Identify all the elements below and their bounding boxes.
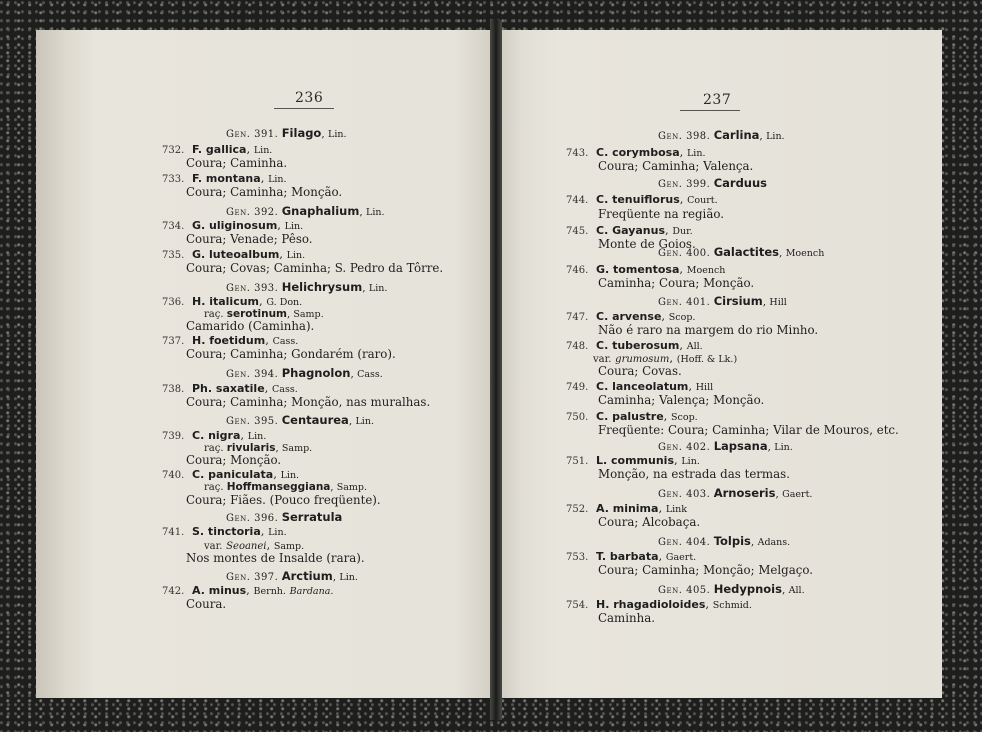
locality-line: Coura; Alcobaça. xyxy=(598,515,701,529)
locality-line: Coura; Caminha. xyxy=(186,156,288,170)
locality-line: Freqüente na região. xyxy=(598,207,725,221)
left-page xyxy=(36,30,494,698)
locality-line: Coura; Covas. xyxy=(598,364,682,378)
genus-heading: Gen. 404. Tolpis, Adans. xyxy=(658,534,791,548)
genus-heading: Gen. 399. Carduus xyxy=(658,176,768,190)
page-number: 237 xyxy=(703,92,732,108)
species-entry: 734. G. uliginosum, Lin. xyxy=(162,218,304,232)
genus-heading: Gen. 400. Galactites, Moench xyxy=(658,245,825,259)
locality-line: Monte de Goios. xyxy=(598,237,696,251)
page-number-rule xyxy=(680,110,740,111)
subspecies-line: raç. serotinum, Samp. xyxy=(204,308,324,320)
locality-line: Coura. xyxy=(186,597,227,611)
genus-heading: Gen. 394. Phagnolon, Cass. xyxy=(226,366,383,380)
locality-line: Freqüente: Coura; Caminha; Vilar de Mouros, etc. xyxy=(598,423,899,437)
species-entry: 739. C. nigra, Lin. xyxy=(162,428,267,442)
locality-line: Coura; Fiães. (Pouco freqüente). xyxy=(186,493,381,507)
species-entry: 747. C. arvense, Scop. xyxy=(566,309,696,323)
species-entry: 753. T. barbata, Gaert. xyxy=(566,549,697,563)
locality-line: Monção, na estrada das termas. xyxy=(598,467,790,481)
genus-heading: Gen. 405. Hedypnois, All. xyxy=(658,582,805,596)
page-number: 236 xyxy=(295,90,324,106)
genus-heading: Gen. 402. Lapsana, Lin. xyxy=(658,439,793,453)
species-entry: 748. C. tuberosum, All. xyxy=(566,338,703,352)
locality-line: Coura; Monção. xyxy=(186,453,282,467)
book-gutter xyxy=(490,20,502,720)
species-entry: 746. G. tomentosa, Moench xyxy=(566,262,726,276)
genus-heading: Gen. 397. Arctium, Lin. xyxy=(226,569,358,583)
locality-line: Coura; Caminha; Monção, nas muralhas. xyxy=(186,395,431,409)
species-entry: 752. A. minima, Link xyxy=(566,501,688,515)
variety-line: var. Seoanei, Samp. xyxy=(204,538,305,552)
locality-line: Caminha; Coura; Monção. xyxy=(598,276,755,290)
species-entry: 737. H. foetidum, Cass. xyxy=(162,333,299,347)
locality-line: Coura; Caminha; Valença. xyxy=(598,159,754,173)
species-entry: 738. Ph. saxatile, Cass. xyxy=(162,381,298,395)
species-entry: 735. G. luteoalbum, Lin. xyxy=(162,247,306,261)
species-entry: 732. F. gallica, Lin. xyxy=(162,142,273,156)
locality-line: Coura; Caminha; Monção; Melgaço. xyxy=(598,563,814,577)
species-entry: 733. F. montana, Lin. xyxy=(162,171,287,185)
genus-heading: Gen. 393. Helichrysum, Lin. xyxy=(226,280,388,294)
species-entry: 740. C. paniculata, Lin. xyxy=(162,467,300,481)
species-entry: 742. A. minus, Bernh. Bardana. xyxy=(162,583,334,597)
locality-line: Camarido (Caminha). xyxy=(186,319,315,333)
locality-line: Coura; Venade; Pêso. xyxy=(186,232,313,246)
genus-heading: Gen. 395. Centaurea, Lin. xyxy=(226,413,374,427)
locality-line: Caminha; Valença; Monção. xyxy=(598,393,765,407)
species-entry: 736. H. italicum, G. Don. xyxy=(162,294,303,308)
genus-heading: Gen. 391. Filago, Lin. xyxy=(226,126,347,140)
page-number-rule xyxy=(274,108,334,109)
genus-heading: Gen. 398. Carlina, Lin. xyxy=(658,128,785,142)
species-entry: 743. C. corymbosa, Lin. xyxy=(566,145,706,159)
species-entry: 744. C. tenuiflorus, Court. xyxy=(566,192,718,206)
species-entry: 745. C. Gayanus, Dur. xyxy=(566,223,693,237)
locality-line: Coura; Covas; Caminha; S. Pedro da Tôrre. xyxy=(186,261,444,275)
locality-line: Coura; Caminha; Monção. xyxy=(186,185,343,199)
species-entry: 750. C. palustre, Scop. xyxy=(566,409,698,423)
species-entry: 749. C. lanceolatum, Hill xyxy=(566,379,714,393)
subspecies-line: raç. Hoffmanseggiana, Samp. xyxy=(204,481,368,493)
locality-line: Não é raro na margem do rio Minho. xyxy=(598,323,819,337)
genus-heading: Gen. 392. Gnaphalium, Lin. xyxy=(226,204,385,218)
species-entry: 754. H. rhagadioloides, Schmid. xyxy=(566,597,752,611)
species-entry: 741. S. tinctoria, Lin. xyxy=(162,524,287,538)
locality-line: Caminha. xyxy=(598,611,655,625)
right-page xyxy=(498,30,942,698)
genus-heading: Gen. 396. Serratula xyxy=(226,510,343,524)
subspecies-line: raç. rivularis, Samp. xyxy=(204,442,313,454)
genus-heading: Gen. 403. Arnoseris, Gaert. xyxy=(658,486,813,500)
variety-line: var. grumosum, (Hoff. & Lk.) xyxy=(593,351,738,365)
locality-line: Coura; Caminha; Gondarém (raro). xyxy=(186,347,396,361)
species-entry: 751. L. communis, Lin. xyxy=(566,453,700,467)
genus-heading: Gen. 401. Cirsium, Hill xyxy=(658,294,787,308)
locality-line: Nos montes de Insalde (rara). xyxy=(186,551,365,565)
